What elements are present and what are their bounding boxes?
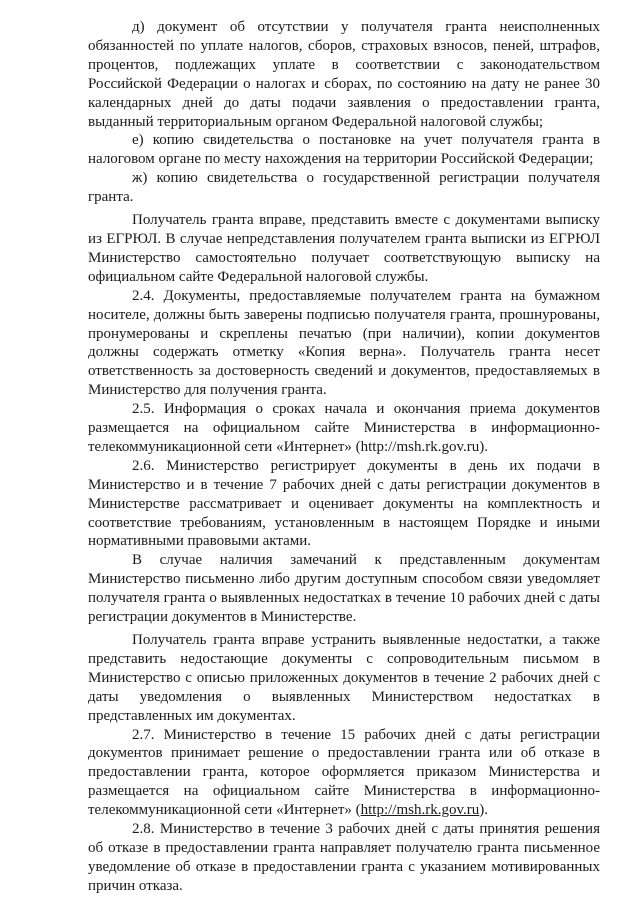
paragraph-2-5: 2.5. Информация о сроках начала и окончания приема документов размещается на официальном сайте Министерства в информационно-телекоммуникационной сети «Интернет» (http://msh.rk.gov.ru).: [88, 401, 600, 455]
paragraph-2-7: [88, 726, 600, 821]
paragraph-2-8: 2.8. Министерство в течение 3 рабочих дней с даты принятия решения об отказе в предоставлении гранта направляет получателю гранта письменное уведомление об отказе в предоставлении гранта с указанием мотивированных причин отказа.: [88, 821, 600, 894]
paragraph-egrul: Получатель гранта вправе, представить вместе с документами выписку из ЕГРЮЛ. В случае непредставления получателем гранта выписки из ЕГРЮЛ Министерство самостоятельно получает соответствующую выписку на официальном сайте Федеральной налоговой службы.: [88, 212, 600, 285]
paragraph-2-6: 2.6. Министерство регистрирует документы в день их подачи в Министерство и в течение 7 рабочих дней с даты регистрации документов в Министерстве рассматривает и оценивает документы на комплектность и соответствие требованиям, установленным в настоящем Порядке и иными нормативными правовыми актами.: [88, 457, 600, 550]
paragraph-2-4: 2.4. Документы, предоставляемые получателем гранта на бумажном носителе, должны быть заверены подписью получателя гранта, прошнурованы, пронумерованы и скреплены печатью (при наличии), копии документов должны содержать отметку «Копия верна». Получатель гранта несет ответственность за достоверность сведений и документов, предоставляемых в Министерство для получения гранта.: [88, 287, 600, 399]
paragraph-corrections: Получатель гранта вправе устранить выявленные недостатки, а также представить недостающие документы с сопроводительным письмом в Министерство с описью приложенных документов в течение 2 рабочих дней с даты уведомления о выявленных Министерством недостатках в представленных им документах.: [88, 632, 600, 724]
ministry-website-link[interactable]: http://msh.rk.gov.ru: [360, 802, 480, 819]
paragraph-item-zh: ж) копию свидетельства о государственной регистрации получателя гранта.: [88, 170, 600, 206]
paragraph-2-7-end: ).: [479, 802, 488, 819]
paragraph-remarks: В случае наличия замечаний к представленным документам Министерство письменно либо другим доступным способом связи уведомляет получателя гранта о выявленных недостатках в течение 10 рабочих дней с даты регистрации документов в Министерстве.: [88, 552, 600, 626]
paragraph-item-e: е) копию свидетельства о постановке на учет получателя гранта в налоговом органе по месту нахождения на территории Российской Федерации;: [88, 132, 600, 168]
paragraph-item-d: д) документ об отсутствии у получателя гранта неисполненных обязанностей по уплате налогов, сборов, страховых взносов, пеней, штрафов, процентов, подлежащих уплате в соответствии с законодательством Российской Федерации о налогах и сборах, по состоянию на дату не ранее 30 календарных дней до даты подачи заявления о предоставлении гранта, выданный территориальным органом Федеральной налоговой службы;: [88, 19, 600, 130]
paragraph-2-7-text: 2.7. Министерство в течение 15 рабочих дней с даты регистрации документов принимает решение о предоставлении гранта или об отказе в предоставлении гранта, которое оформляется приказом Министерства и размещается на официальном сайте Министерства в информационно-телекоммуникационной сети «Интернет» (: [88, 726, 600, 819]
